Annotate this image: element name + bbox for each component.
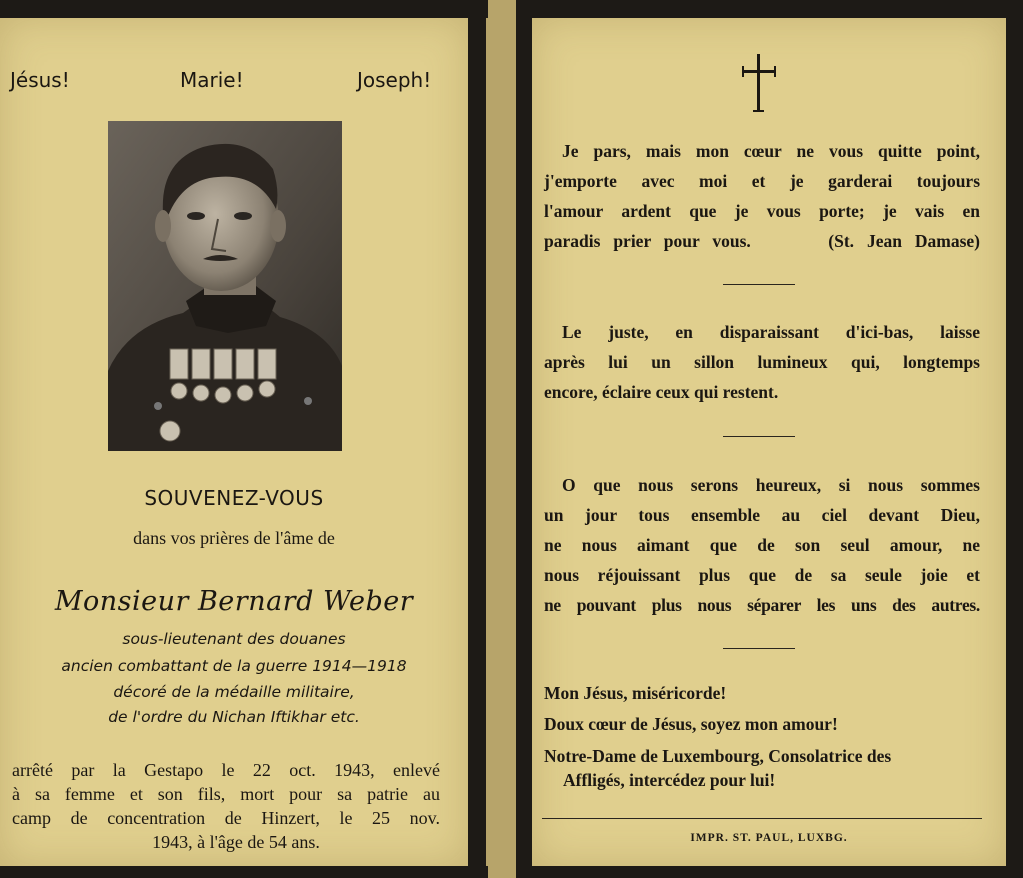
- prayers: [544, 678, 980, 792]
- arrest-line: à sa femme et son fils, mort pour sa patrie au: [12, 784, 440, 804]
- arrest-line: camp de concentration de Hinzert, le 25 nov.: [12, 808, 440, 828]
- memorial-card-front: [0, 18, 468, 866]
- title-line: sous-lieutenant des douanes: [122, 630, 346, 648]
- prayer-line: Mon Jésus, miséricorde!: [544, 683, 727, 703]
- quote-line: Le juste, en disparaissant d'ici-bas, laisse: [562, 322, 980, 342]
- left-border-right: [468, 0, 486, 878]
- invocation-jesus: Jésus!: [10, 68, 70, 92]
- separator: [723, 284, 795, 285]
- invocation-marie: Marie!: [180, 68, 244, 92]
- quote-line: après lui un sillon lumineux qui, longtemps: [544, 352, 980, 372]
- arrest-line: arrêté par la Gestapo le 22 oct. 1943, enlevé: [12, 760, 440, 780]
- prayer-line: Doux cœur de Jésus, soyez mon amour!: [544, 714, 838, 734]
- separator: [723, 648, 795, 649]
- quote-line: O que nous serons heureux, si nous sommes: [562, 475, 980, 495]
- quote-st-jean-damase: [544, 136, 980, 256]
- quote-line: ne nous aimant que de son seul amour, ne: [544, 535, 980, 555]
- arrest-text: [12, 758, 440, 854]
- quote-line: j'emporte avec moi et je garderai toujours: [544, 171, 980, 191]
- right-border-bottom: [516, 866, 1023, 878]
- quote-line: un jour tous ensemble au ciel devant Dieu,: [544, 505, 980, 525]
- invocations: [0, 68, 468, 98]
- title-line: de l'ordre du Nichan Iftikhar etc.: [108, 708, 360, 726]
- quote-line: paradis prier pour vous. (St. Jean Damase): [544, 231, 980, 251]
- intro-text: dans vos prières de l'âme de: [133, 528, 335, 548]
- prayer-line: Affligés, intercédez pour lui!: [563, 770, 776, 790]
- right-border-left: [516, 0, 532, 878]
- invocation-joseph: Joseph!: [357, 68, 432, 92]
- cross-icon: [739, 54, 779, 114]
- portrait-photo: [108, 121, 342, 451]
- arrest-line: 1943, à l'âge de 54 ans.: [152, 832, 320, 852]
- heading-souvenez-vous: SOUVENEZ-VOUS: [144, 486, 324, 510]
- printer-imprint: IMPR. ST. PAUL, LUXBG.: [690, 832, 848, 844]
- quote-line: nous réjouissant plus que de sa seule joie et: [544, 565, 980, 585]
- quote-le-juste: [544, 317, 980, 407]
- quote-heureux: [544, 470, 980, 620]
- deceased-name: Monsieur Bernard Weber: [54, 586, 414, 617]
- right-border: [516, 0, 1023, 18]
- footer-rule: [542, 818, 982, 819]
- left-border-bottom: [0, 866, 488, 878]
- title-line: ancien combattant de la guerre 1914—1918: [61, 657, 407, 675]
- quote-line: Je pars, mais mon cœur ne vous quitte point,: [562, 141, 980, 161]
- right-border-right: [1006, 0, 1023, 878]
- quote-line: l'amour ardent que je vous porte; je vais en: [544, 201, 980, 221]
- separator: [723, 436, 795, 437]
- quote-line: ne pouvant plus nous séparer les uns des autres.: [544, 595, 980, 615]
- left-border: [0, 0, 488, 18]
- title-line: décoré de la médaille militaire,: [113, 683, 355, 701]
- quote-line: encore, éclaire ceux qui restent.: [544, 382, 779, 402]
- memorial-card-back: [532, 18, 1006, 866]
- prayer-line: Notre-Dame de Luxembourg, Consolatrice des: [544, 746, 892, 766]
